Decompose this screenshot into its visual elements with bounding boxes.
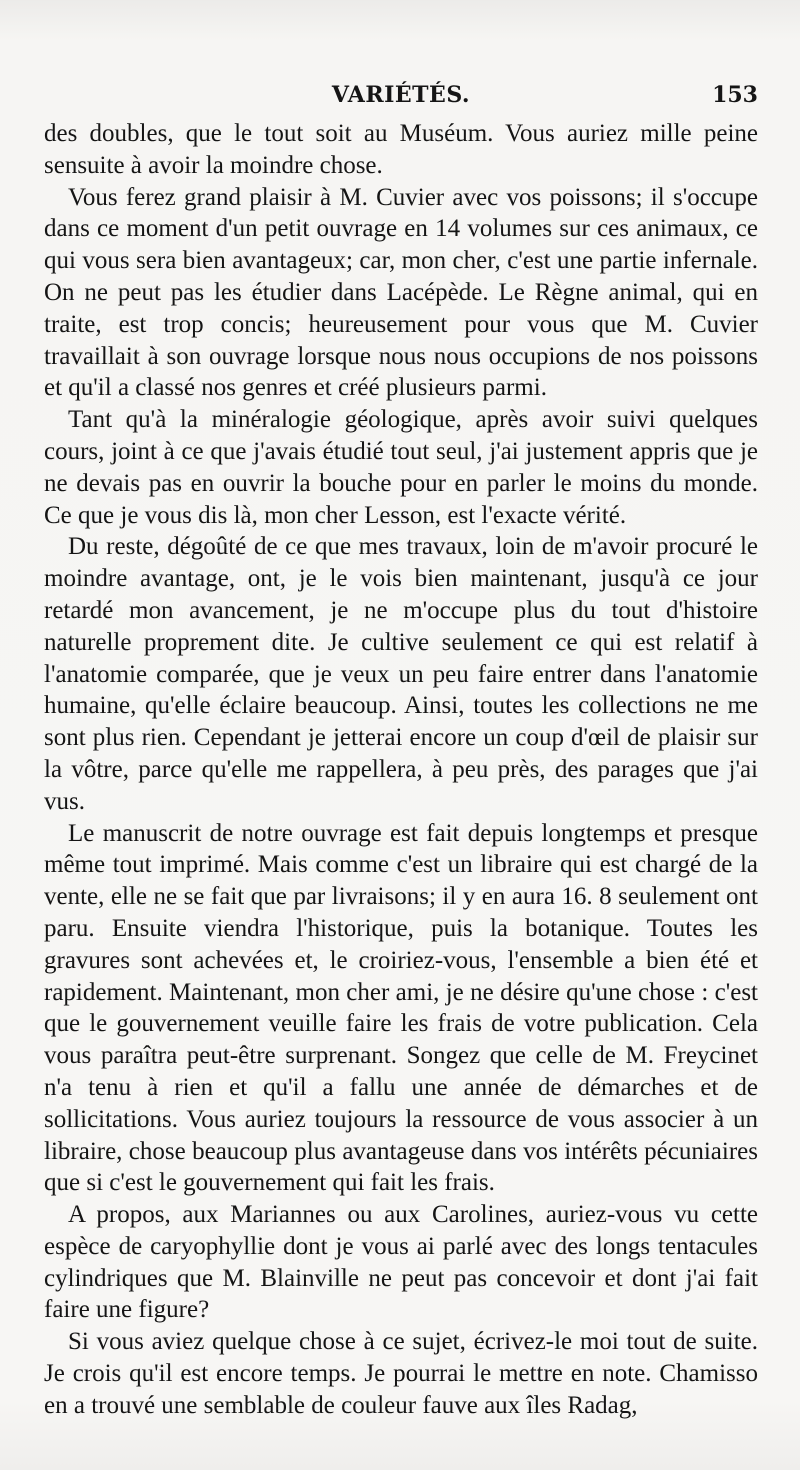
page-header [44,82,758,112]
paragraph: Si vous aviez quelque chose à ce sujet, écrivez-le moi tout de suite. Je crois qu'il est encore temps. Je pourrai le mettre en note. Chamisso en a trouvé une semblable de couleur fauve aux îles Radag, [44,1328,758,1419]
paragraph: A propos, aux Mariannes ou aux Carolines, auriez-vous vu cette espèce de caryophyllie dont je vous ai parlé avec des longs tentacules cylindriques que M. Blainville ne peut pas concevoir et dont j'ai fait faire une figure? [44,1201,758,1324]
running-title: VARIÉTÉS. [331,82,471,108]
paragraph: des doubles, que le tout soit au Muséum. Vous auriez mille peine sensuite à avoir la moindre chose. [44,120,758,179]
paragraph: Du reste, dégoûté de ce que mes travaux, loin de m'avoir procuré le moindre avantage, ont, je le vois bien maintenant, jusqu'à ce jour retardé mon avancement, je ne m'occupe plus du tout d'histoire naturelle proprement dite. Je cultive seulement ce qui est relatif à l'anatomie comparée, que je veux un peu faire entrer dans l'anatomie humaine, qu'elle éclaire beaucoup. Ainsi, toutes les collections ne me sont plus rien. Cependant je jetterai encore un coup d'œil de plaisir sur la vôtre, parce qu'elle me rappellera, à peu près, des parages que j'ai vus. [44,533,758,815]
page-number: 153 [712,82,758,108]
paragraph: Tant qu'à la minéralogie géologique, après avoir suivi quelques cours, joint à ce que j'avais étudié tout seul, j'ai justement appris que je ne devais pas en ouvrir la bouche pour en parler le moins du monde. Ce que je vous dis là, mon cher Lesson, est l'exacte vérité. [44,406,758,529]
paragraph: Vous ferez grand plaisir à M. Cuvier avec vos poissons; il s'occupe dans ce moment d'un petit ouvrage en 14 volumes sur ces animaux, ce qui vous sera bien avantageux; car, mon cher, c'est une partie infernale. On ne peut pas les étudier dans Lacépède. Le Règne animal, qui en traite, est trop concis; heureusement pour vous que M. Cuvier travaillait à son ouvrage lorsque nous nous occupions de nos poissons et qu'il a classé nos genres et créé plusieurs parmi. [44,183,758,402]
paragraph: Le manuscrit de notre ouvrage est fait depuis longtemps et presque même tout imprimé. Mais comme c'est un libraire qui est chargé de la vente, elle ne se fait que par livraisons; il y en aura 16. 8 seulement ont paru. Ensuite viendra l'historique, puis la botanique. Toutes les gravures sont achevées et, le croiriez-vous, l'ensemble a bien été et rapidement. Maintenant, mon cher ami, je ne désire qu'une chose : c'est que le gouvernement veuille faire les frais de votre publication. Cela vous paraîtra peut-être surprenant. Songez que celle de M. Freycinet n'a tenu à rien et qu'il a fallu une année de démarches et de sollicitations. Vous auriez toujours la ressource de vous associer à un libraire, chose beaucoup plus avantageuse dans vos intérêts pécuniaires que si c'est le gouvernement qui fait les frais. [44,819,758,1197]
body-text [44,118,758,1422]
